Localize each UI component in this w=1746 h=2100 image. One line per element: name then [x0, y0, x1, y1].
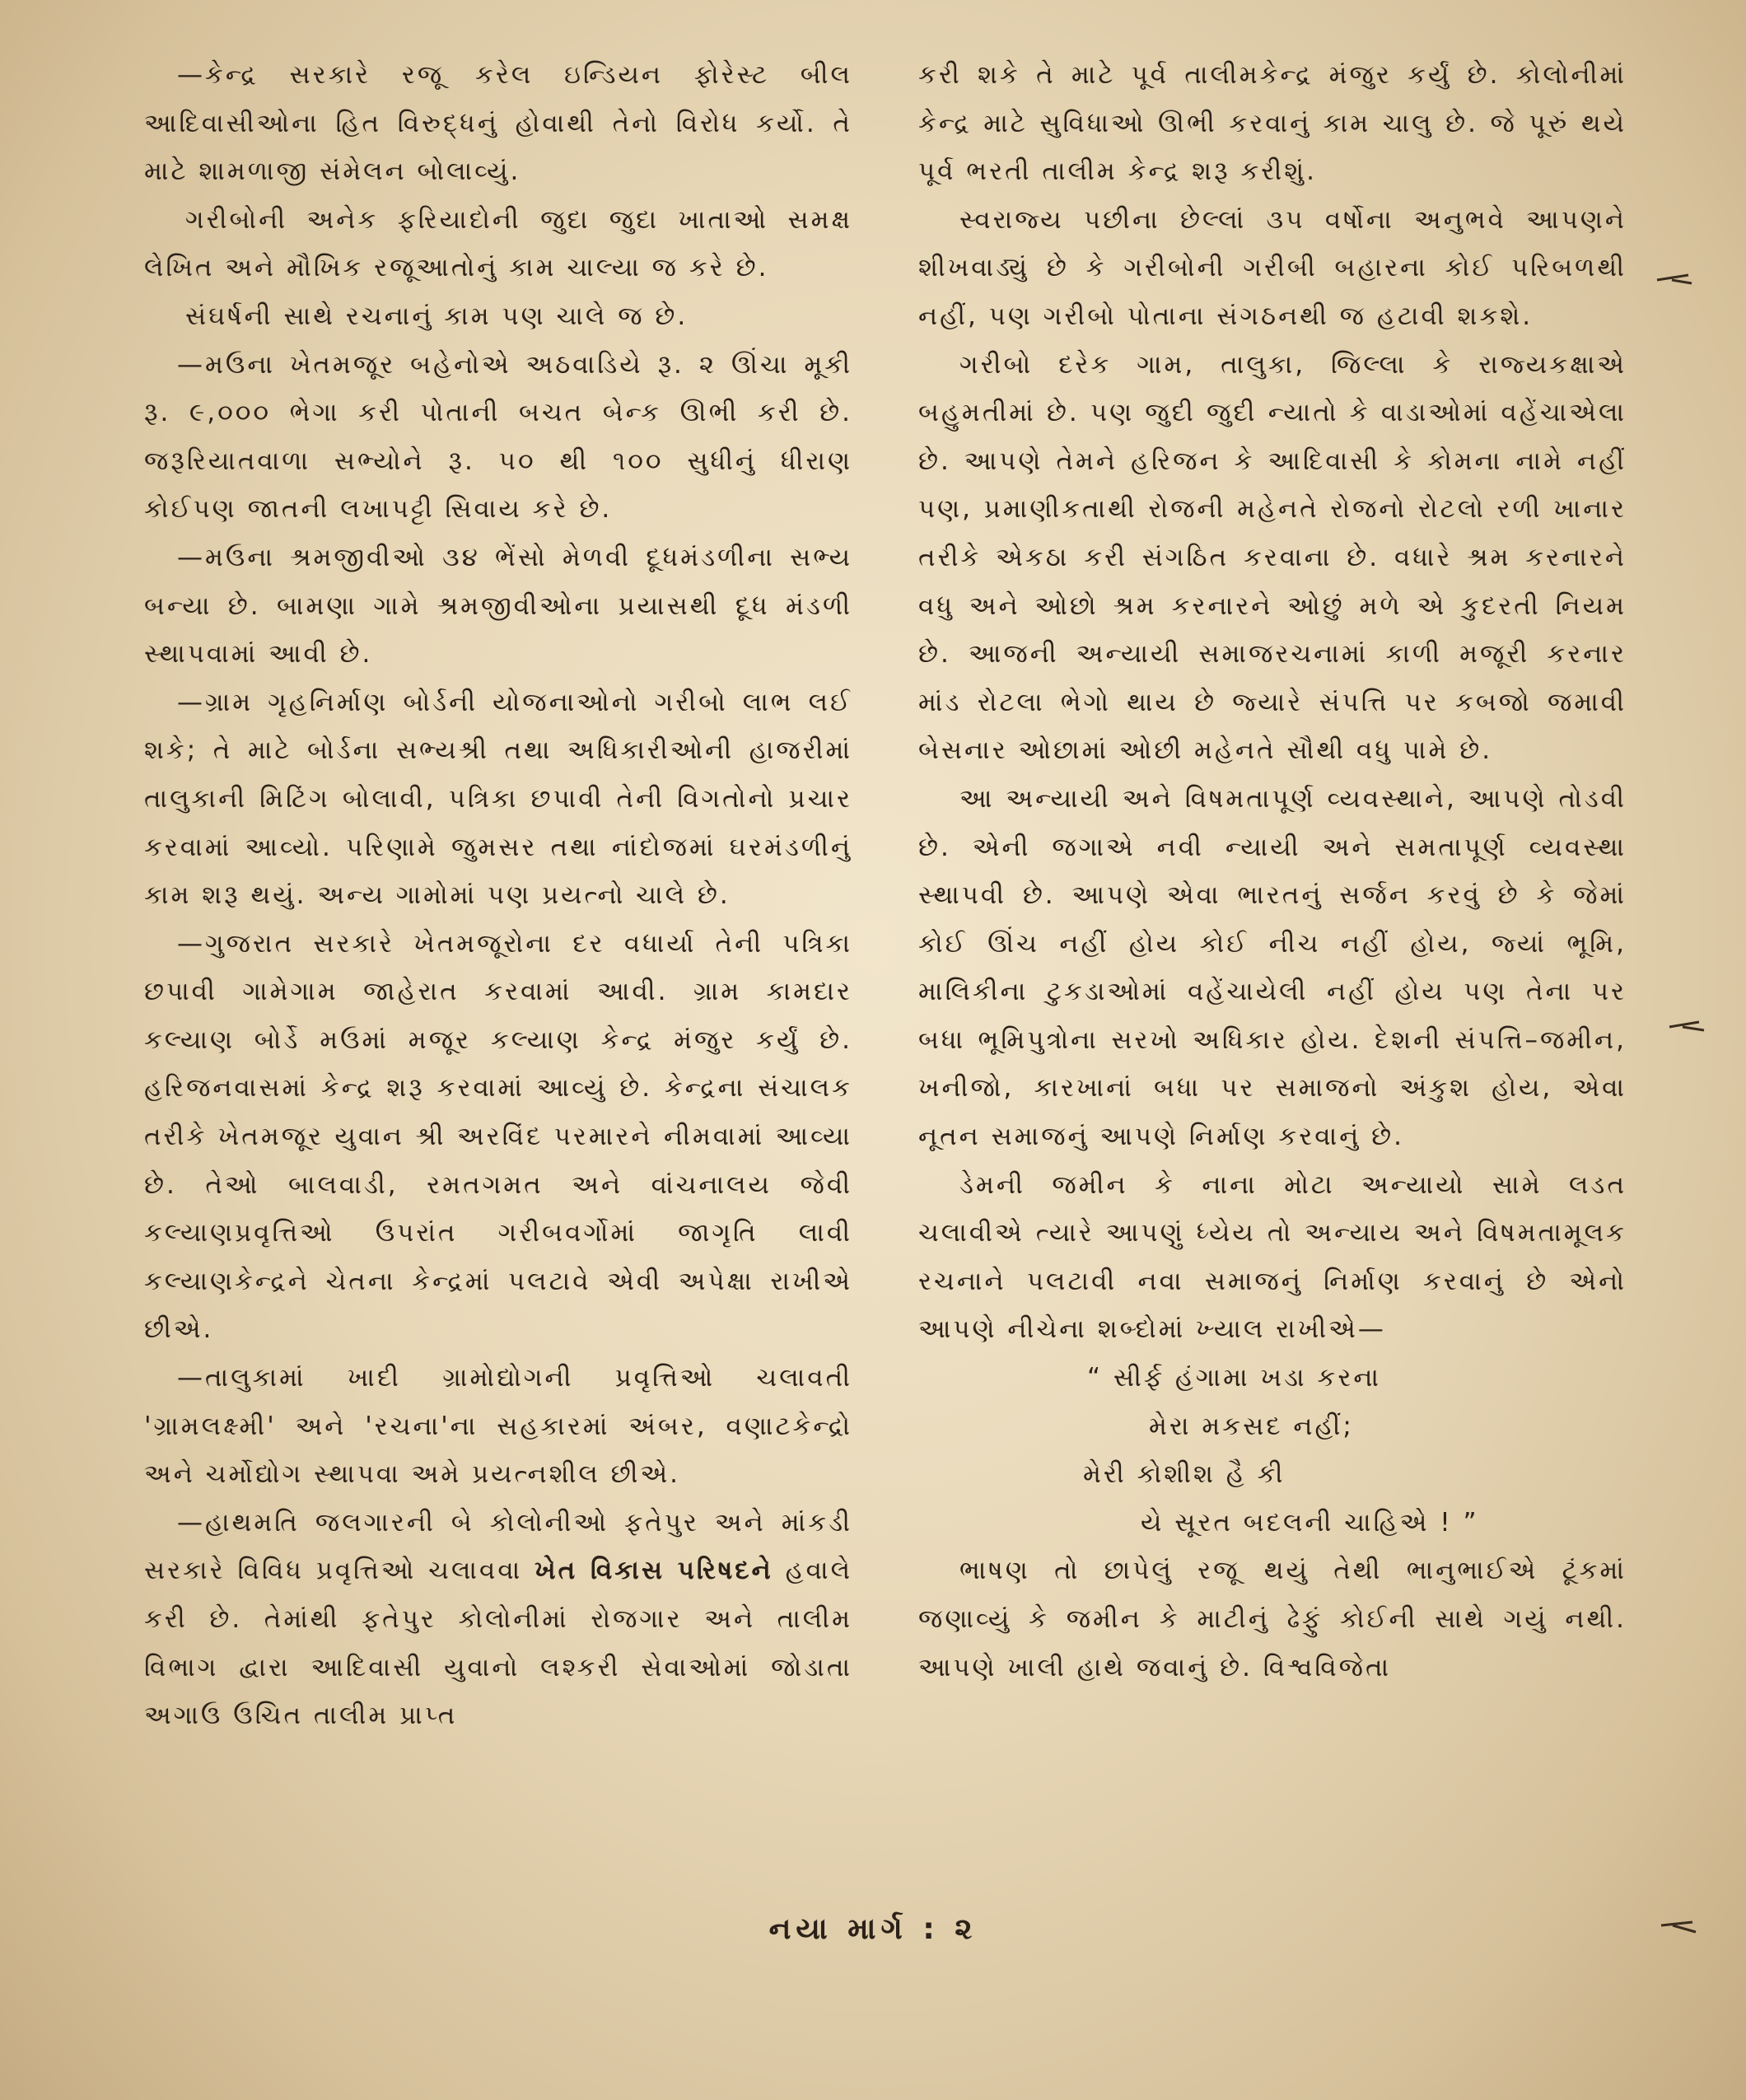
margin-mark-icon	[1655, 272, 1693, 288]
paragraph: આ અન્યાયી અને વિષમતાપૂર્ણ વ્યવસ્થાને, આપણે તોડવી છે. એની જગાએ નવી ન્યાયી અને સમતાપૂર્ણ વ્યવસ્થા સ્થાપવી છે. આપણે એવા ભારતનું સર્જન કરવું છે કે જેમાં કોઈ ઊંચ નહીં હોય કોઈ નીચ નહીં હોય, જ્યાં ભૂમિ, માલિકીના ટુકડાઓમાં વહેંચાયેલી નહીં હોય પણ તેના પર બધા ભૂમિપુત્રોના સરખો અધિકાર હોય. દેશની સંપત્તિ–જમીન, ખનીજો, કારખાનાં બધા પર સમાજનો અંકુશ હોય, એવા નૂતન સમાજનું આપણે નિર્માણ કરવાનું છે.	[918, 783, 1627, 1152]
paragraph: —મઉના ખેતમજૂર બહેનોએ અઠવાડિયે રૂ. ૨ ઊંચા મૂકી રૂ. ૯,૦૦૦ ભેગા કરી પોતાની બચત બેન્ક ઊભી કરી છે. જરૂરિયાતવાળા સભ્યોને રૂ. ૫૦ થી ૧૦૦ સુધીનું ધીરાણ કોઈપણ જાતની લખાપટ્ટી સિવાય કરે છે.	[144, 349, 852, 525]
paragraph: —ગુજરાત સરકારે ખેતમજૂરોના દર વધાર્યા તેની પત્રિકા છપાવી ગામેગામ જાહેરાત કરવામાં આવી. ગ્રામ કામદાર કલ્યાણ બોર્ડે મઉમાં મજૂર કલ્યાણ કેન્દ્ર મંજુર કર્યું છે. હરિજનવાસમાં કેન્દ્ર શરૂ કરવામાં આવ્યું છે. કેન્દ્રના સંચાલક તરીકે ખેતમજૂર યુવાન શ્રી અરવિંદ પરમારને નીમવામાં આવ્યા છે. તેઓ બાલવાડી, રમતગમત અને વાંચનાલય જેવી કલ્યાણપ્રવૃત્તિઓ ઉપરાંત ગરીબવર્ગોમાં જાગૃતિ લાવી કલ્યાણકેન્દ્રને ચેતના કેન્દ્રમાં પલટાવે એવી અપેક્ષા રાખીએ છીએ.	[144, 928, 852, 1345]
poem-line: “ સીર્ફ હંગામા ખડા કરના	[1087, 1363, 1382, 1393]
paragraph: ભાષણ તો છાપેલું રજૂ થયું તેથી ભાનુભાઈએ ટૂંકમાં જણાવ્યું કે જમીન કે માટીનું ઢેફું કોઈની સાથે ગયું નથી. આપણે ખાલી હાથે જવાનું છે. વિશ્વવિજેતા	[918, 1556, 1627, 1682]
paragraph: કરી શકે તે માટે પૂર્વ તાલીમકેન્દ્ર મંજુર કર્યું છે. કોલોનીમાં કેન્દ્ર માટે સુવિધાઓ ઊભી કરવાનું કામ ચાલુ છે. જે પૂરું થયે પૂર્વ ભરતી તાલીમ કેન્દ્ર શરૂ કરીશું.	[918, 60, 1627, 187]
margin-mark-icon	[1660, 1919, 1697, 1935]
poem-line: મેરી કોશીશ હૈ કી	[1083, 1459, 1286, 1490]
paragraph: —કેન્દ્ર સરકારે રજૂ કરેલ ઇન્ડિયન ફોરેસ્ટ બીલ આદિવાસીઓના હિત વિરુદ્ધનું હોવાથી તેનો વિરોધ કર્યો. તે માટે શામળાજી સંમેલન બોલાવ્યું.	[144, 60, 852, 187]
bold-text: ખેત વિકાસ પરિષદને	[535, 1556, 773, 1586]
poem-quote	[918, 1354, 1627, 1547]
two-column-body	[144, 51, 1688, 1937]
paragraph: —તાલુકામાં ખાદી ગ્રામોદ્યોગની પ્રવૃત્તિઓ ચલાવતી 'ગ્રામલક્ષ્મી' અને 'રચના'ના સહકારમાં અંબર, વણાટકેન્દ્રો અને ચર્મોદ્યોગ સ્થાપવા અમે પ્રયત્નશીલ છીએ.	[144, 1363, 852, 1490]
paragraph: ગરીબો દરેક ગામ, તાલુકા, જિલ્લા કે રાજ્યકક્ષાએ બહુમતીમાં છે. પણ જુદી જુદી ન્યાતો કે વાડાઓમાં વહેંચાએલા છે. આપણે તેમને હરિજન કે આદિવાસી કે કોમના નામે નહીં પણ, પ્રમાણીકતાથી રોજની મહેનતે રોજનો રોટલો રળી ખાનાર તરીકે એકઠા કરી સંગઠિત કરવાના છે. વધારે શ્રમ કરનારને વધુ અને ઓછો શ્રમ કરનારને ઓછું મળે એ કુદરતી નિયમ છે. આજની અન્યાયી સમાજરચનામાં કાળી મજૂરી કરનાર માંડ રોટલા ભેગો થાય છે જ્યારે સંપત્તિ પર કબજો જમાવી બેસનાર ઓછામાં ઓછી મહેનતે સૌથી વધુ પામે છે.	[918, 349, 1627, 766]
paragraph	[144, 1499, 852, 1740]
page-footer: નયા માર્ગ : ૨	[768, 1912, 978, 1946]
paragraph: ગરીબોની અનેક ફરિયાદોની જુદા જુદા ખાતાઓ સમક્ષ લેખિત અને મૌખિક રજૂઆતોનું કામ ચાલ્યા જ કરે છે.	[144, 204, 852, 283]
paragraph-text: હવાલે કરી છે. તેમાંથી ફતેપુર કોલોનીમાં રોજગાર અને તાલીમ વિભાગ દ્વારા આદિવાસી યુવાનો લશ્કરી સેવાઓમાં જોડાતા અગાઉ ઉચિત તાલીમ પ્રાપ્ત	[144, 1556, 852, 1731]
paragraph: —મઉના શ્રમજીવીઓ ૩૪ ભેંસો મેળવી દૂધમંડળીના સભ્ય બન્યા છે. બામણા ગામે શ્રમજીવીઓના પ્રયાસથી દૂધ મંડળી સ્થાપવામાં આવી છે.	[144, 542, 852, 670]
paragraph: સંઘર્ષની સાથે રચનાનું કામ પણ ચાલે જ છે.	[185, 301, 689, 331]
paragraph: —ગ્રામ ગૃહનિર્માણ બોર્ડની યોજનાઓનો ગરીબો લાભ લઈ શકે; તે માટે બોર્ડના સભ્યશ્રી તથા અધિકારીઓની હાજરીમાં તાલુકાની મિટિંગ બોલાવી, પત્રિકા છપાવી તેની વિગતોનો પ્રચાર કરવામાં આવ્યો. પરિણામે જુમસર તથા નાંદોજમાં ઘરમંડળીનું કામ શરૂ થયું. અન્ય ગામોમાં પણ પ્રયત્નો ચાલે છે.	[144, 687, 852, 911]
margin-mark-icon	[1668, 1017, 1706, 1034]
paragraph-text: —હાથમતિ જલગારની બે કોલોનીઓ ફતેપુર અને માંકડી સરકારે વિવિધ પ્રવૃત્તિઓ ચલાવવા	[144, 1507, 852, 1586]
paragraph: ડેમની જમીન કે નાના મોટા અન્યાયો સામે લડત ચલાવીએ ત્યારે આપણું ધ્યેય તો અન્યાય અને વિષમતામૂલક રચનાને પલટાવી નવા સમાજનું નિર્માણ કરવાનું છે એનો આપણે નીચેના શબ્દોમાં ખ્યાલ રાખીએ—	[918, 1169, 1627, 1345]
paragraph: સ્વરાજ્ય પછીના છેલ્લાં ૩૫ વર્ષોના અનુભવે આપણને શીખવાડ્યું છે કે ગરીબોની ગરીબી બહારના કોઈ પરિબળથી નહીં, પણ ગરીબો પોતાના સંગઠનથી જ હટાવી શકશે.	[918, 204, 1627, 331]
left-column	[144, 51, 852, 1937]
poem-line: મેરા મકસદ નહીં;	[1149, 1411, 1354, 1441]
right-column	[918, 51, 1627, 1937]
poem-line: યે સૂરત બદલની ચાહિએ ! ”	[1141, 1507, 1479, 1538]
